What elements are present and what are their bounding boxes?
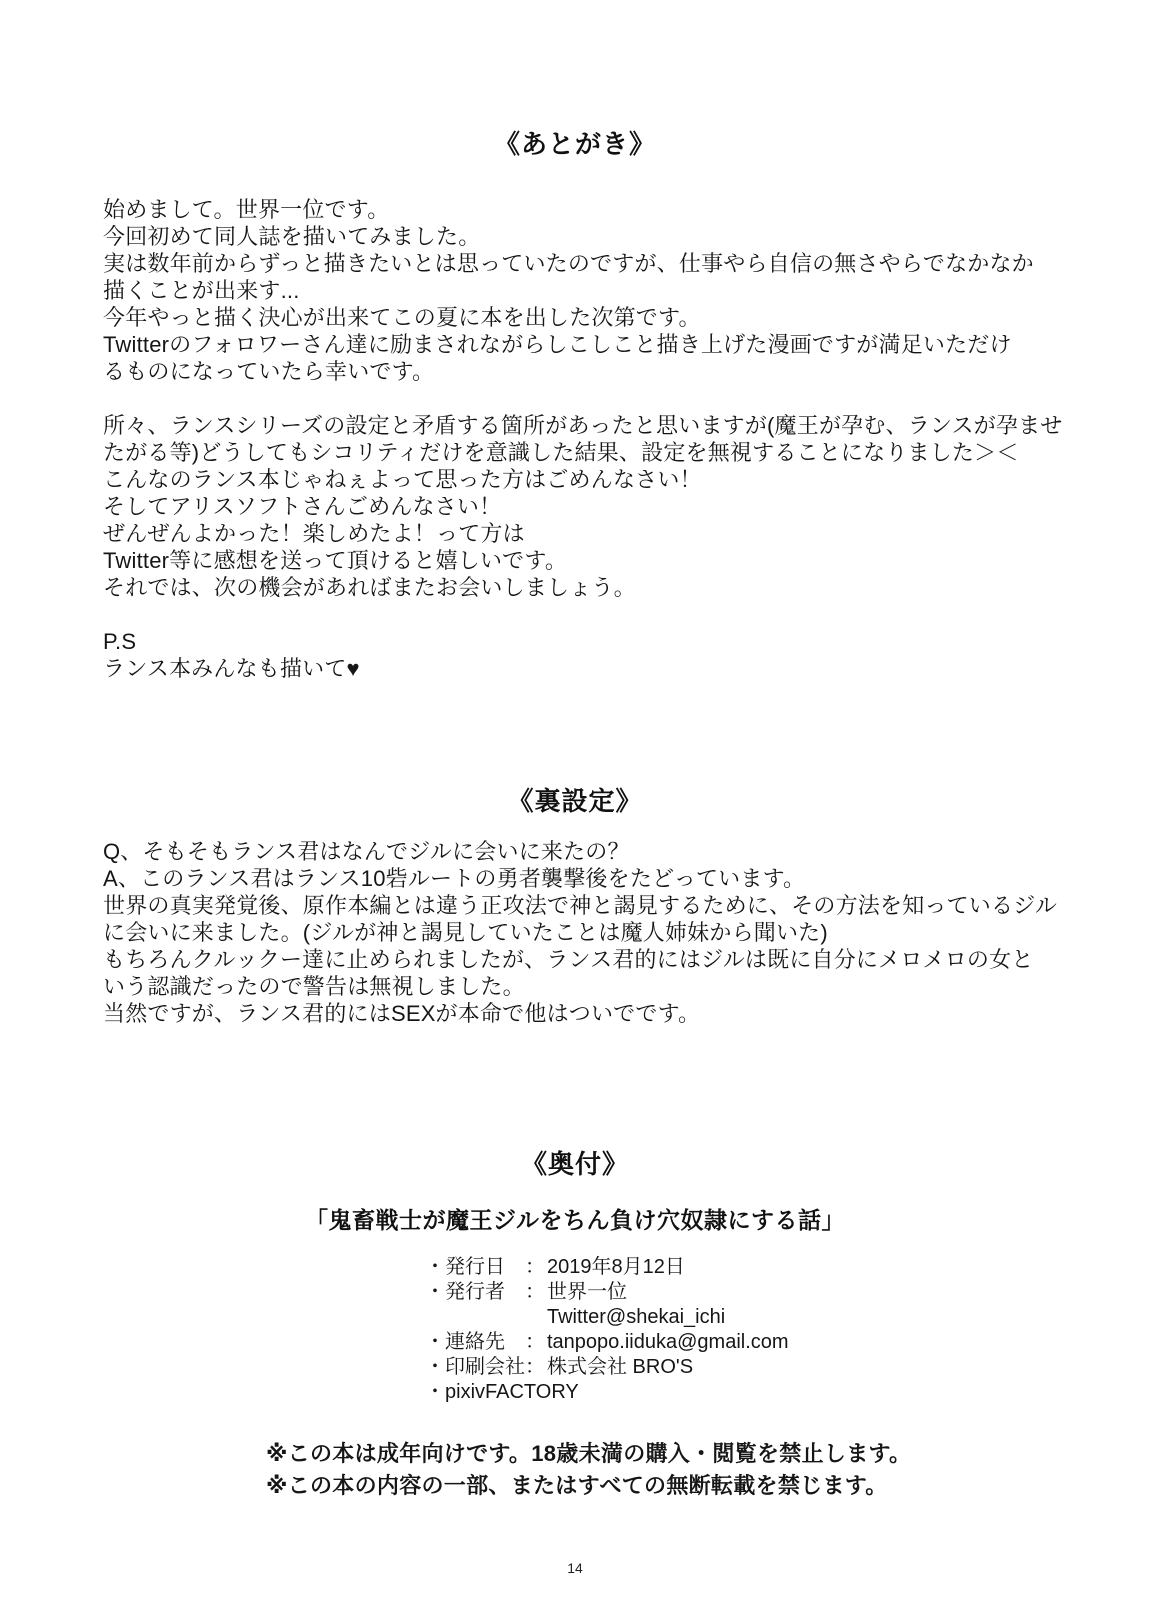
- colophon-row-sep: [525, 1380, 547, 1405]
- afterword-line: P.S: [103, 629, 137, 654]
- colophon-row-value: 株式会社 BRO'S: [547, 1356, 694, 1378]
- afterword-line: Twitterのフォロワーさん達に励まされながらしこしこと描き上げた漫画ですが満足いただけ: [103, 332, 1012, 357]
- colophon-table: [425, 1255, 789, 1405]
- colophon-row-value: 2019年8月12日: [547, 1256, 685, 1278]
- afterword-line: たがる等)どうしてもシコリティだけを意識した結果、設定を無視することになりました＞＜: [103, 440, 1019, 465]
- colophon-row-sep: ：: [525, 1256, 545, 1278]
- afterword-line: Twitter等に感想を送って頂けると嬉しいです。: [103, 548, 568, 573]
- afterword-line: 今回初めて同人誌を描いてみました。: [103, 224, 481, 249]
- colophon-row-label: [425, 1305, 525, 1330]
- colophon-row-label: ・発行者: [425, 1281, 505, 1303]
- ura-settei-heading: 《裏設定》: [507, 786, 643, 816]
- ura-settei-line: に会いに来ました。(ジルが神と謁見していたことは魔人姉妹から聞いた): [103, 920, 828, 945]
- afterword-line: 実は数年前からずっと描きたいとは思っていたのですが、仕事やら自信の無さやらでなかなか: [103, 251, 1034, 276]
- ura-settei-line: 当然ですが、ランス君的にはSEXが本命で他はついでです。: [103, 1001, 701, 1026]
- colophon-row-value: Twitter@shekai_ichi: [547, 1306, 726, 1328]
- notice-line: ※この本の内容の一部、またはすべての無断転載を禁じます。: [266, 1473, 888, 1498]
- colophon-row-label: ・印刷会社: [425, 1356, 525, 1378]
- afterword-body: [103, 196, 1110, 682]
- afterword-line: 今年やっと描く決心が出来てこの夏に本を出した次第です。: [103, 305, 701, 330]
- colophon-row: [425, 1255, 789, 1280]
- afterword-line: 所々、ランスシリーズの設定と矛盾する箇所があったと思いますが(魔王が孕む、ランスが孕ませ: [103, 413, 1063, 438]
- colophon-row-value: tanpopo.iiduka@gmail.com: [547, 1331, 789, 1353]
- ura-settei-line: A、このランス君はランス10砦ルートの勇者襲撃後をたどっています。: [103, 866, 806, 891]
- colophon-row-sep: ：: [525, 1331, 545, 1353]
- colophon-row-label: ・発行日: [425, 1256, 505, 1278]
- afterword-line: るものになっていたら幸いです。: [103, 359, 435, 384]
- afterword-line: 始めまして。世界一位です。: [103, 197, 390, 222]
- ura-settei-body: [103, 838, 1110, 1027]
- age-restriction-notices: [266, 1438, 911, 1502]
- ura-settei-line: いう認識だったので警告は無視しました。: [103, 974, 525, 999]
- afterword-line: [103, 601, 1110, 628]
- afterword-line: ランス本みんなも描いて♥: [103, 656, 360, 681]
- ura-settei-line: Q、そもそもランス君はなんでジルに会いに来たの？: [103, 839, 630, 864]
- book-title: 「鬼畜戦士が魔王ジルをちん負け穴奴隷にする話」: [305, 1207, 845, 1233]
- colophon-row-label: ・pixivFACTORY: [425, 1381, 579, 1403]
- afterword-line: ぜんぜんよかった！楽しめたよ！って方は: [103, 521, 525, 546]
- okuzuke-heading: 《奥付》: [520, 1149, 629, 1179]
- afterword-line: こんなのランス本じゃねぇよって思った方はごめんなさい！: [103, 467, 702, 492]
- afterword-line: [103, 385, 1110, 412]
- colophon-row-label: ・連絡先: [425, 1331, 505, 1353]
- afterword-line: それでは、次の機会があればまたお会いしましょう。: [103, 575, 636, 600]
- colophon-row: [425, 1280, 789, 1305]
- colophon-row: [425, 1330, 789, 1355]
- colophon-row-value: 世界一位: [547, 1281, 627, 1303]
- notice-line: ※この本は成年向けです。18歳未満の購入・閲覧を禁止します。: [266, 1441, 912, 1466]
- page-number: 14: [567, 1560, 583, 1576]
- colophon-row-sep: ：: [525, 1281, 545, 1303]
- colophon-row: [425, 1355, 789, 1380]
- colophon-row: [425, 1380, 789, 1405]
- ura-settei-line: もちろんクルックー達に止められましたが、ランス君的にはジルは既に自分にメロメロの女と: [103, 947, 1034, 972]
- colophon-row-sep: [525, 1305, 547, 1330]
- colophon-row-sep: ：: [525, 1356, 545, 1378]
- afterword-line: 描くことが出来す...: [103, 278, 300, 303]
- afterword-heading: 《あとがき》: [493, 129, 656, 159]
- afterword-line: そしてアリスソフトさんごめんなさい！: [103, 494, 502, 519]
- ura-settei-line: 世界の真実発覚後、原作本編とは違う正攻法で神と謁見するために、その方法を知っているジル: [103, 893, 1058, 918]
- colophon-row: [425, 1305, 789, 1330]
